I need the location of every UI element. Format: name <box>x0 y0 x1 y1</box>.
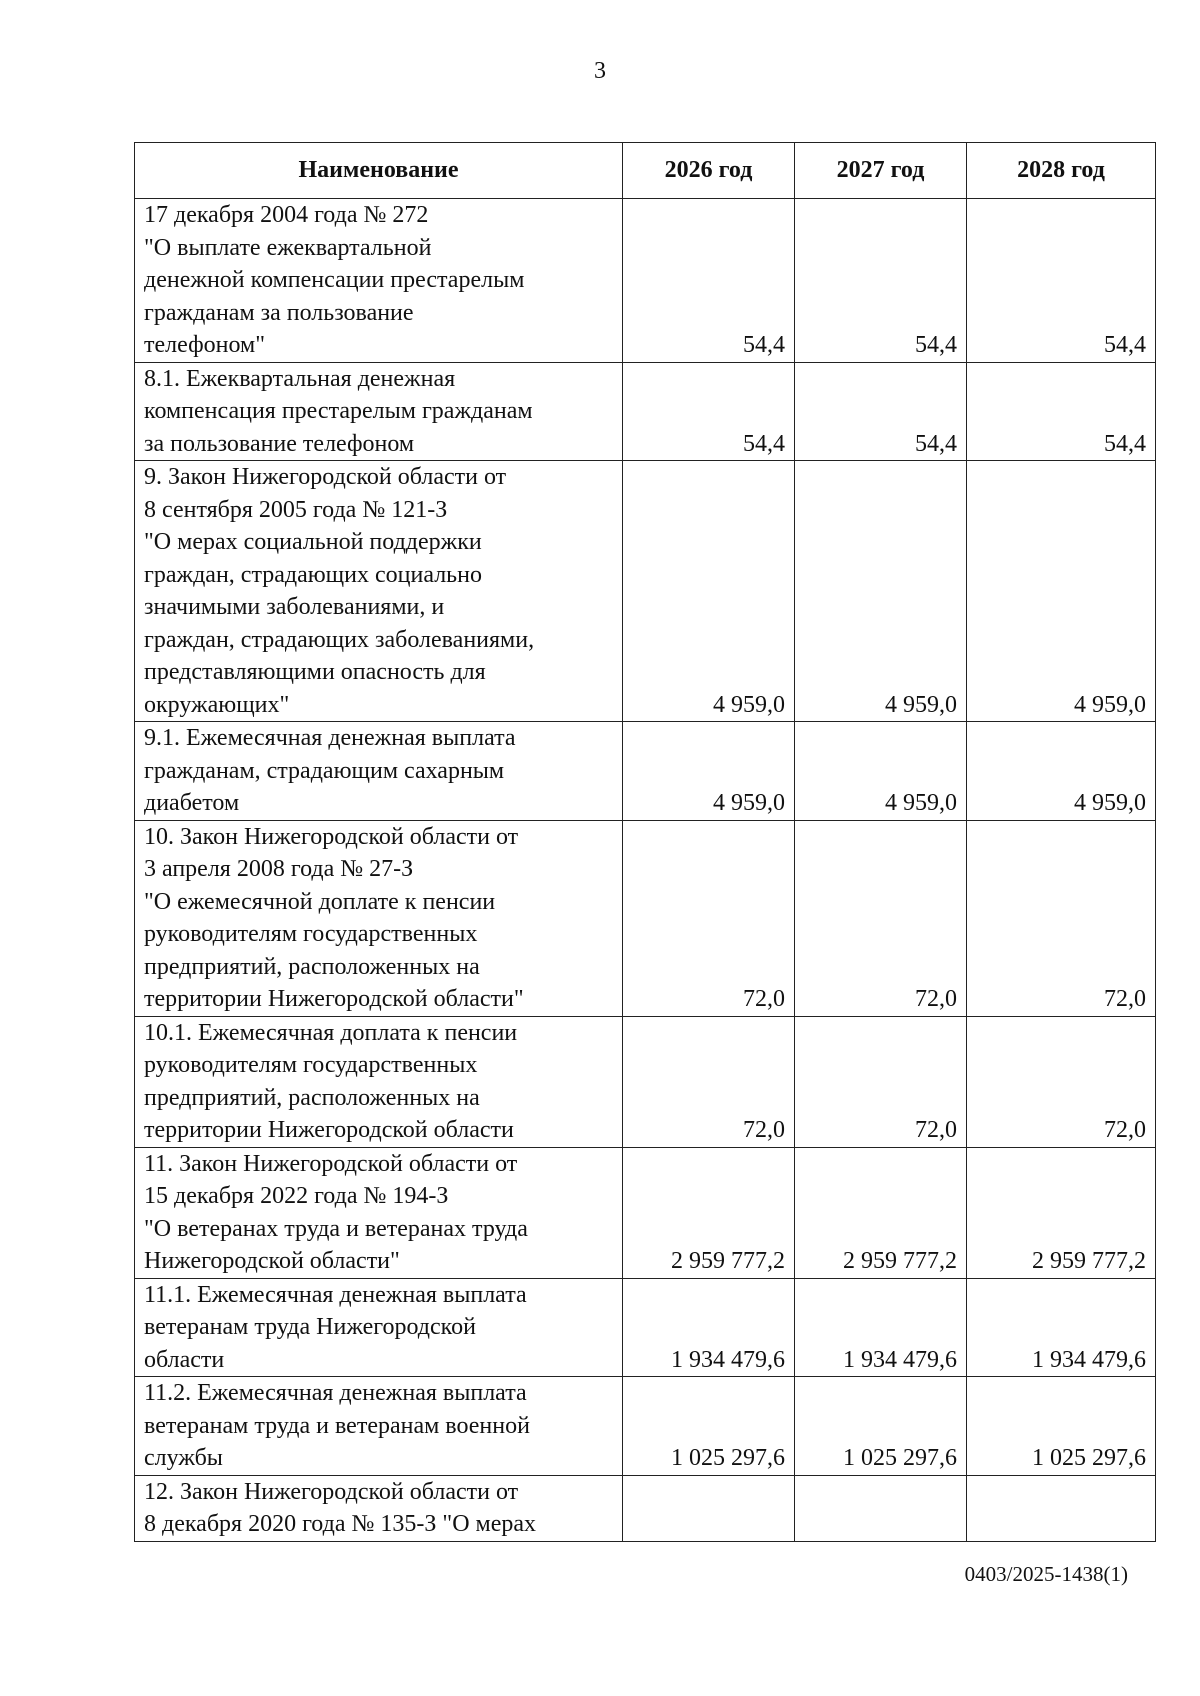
value-2028: 1 025 297,6 <box>967 1377 1156 1476</box>
value-2026: 54,4 <box>623 199 795 363</box>
value-2028: 4 959,0 <box>967 461 1156 722</box>
value-2028: 54,4 <box>967 199 1156 363</box>
table-row <box>135 1278 1156 1377</box>
row-name: 11.2. Ежемесячная денежная выплата ветеранам труда и ветеранам военной службы <box>135 1377 623 1476</box>
value-2026: 4 959,0 <box>623 722 795 821</box>
value-2027: 1 025 297,6 <box>795 1377 967 1476</box>
value-2027: 2 959 777,2 <box>795 1147 967 1278</box>
value-2027: 4 959,0 <box>795 461 967 722</box>
table-row <box>135 1377 1156 1476</box>
table-row <box>135 722 1156 821</box>
value-2026: 1 025 297,6 <box>623 1377 795 1476</box>
table-row <box>135 1475 1156 1541</box>
value-2027: 54,4 <box>795 199 967 363</box>
row-name: 17 декабря 2004 года № 272 "О выплате ежеквартальной денежной компенсации престарелым гражданам за пользование телефоном" <box>135 199 623 363</box>
row-name: 12. Закон Нижегородской области от 8 декабря 2020 года № 135-З "О мерах <box>135 1475 623 1541</box>
table-row <box>135 1016 1156 1147</box>
value-2026 <box>623 1475 795 1541</box>
header-name: Наименование <box>135 143 623 199</box>
value-2026: 4 959,0 <box>623 461 795 722</box>
value-2028: 72,0 <box>967 1016 1156 1147</box>
row-name: 9. Закон Нижегородской области от 8 сентября 2005 года № 121-З "О мерах социальной поддержки граждан, страдающих социально значимыми заболеваниями, и граждан, страдающих заболеваниями, представляющими опасность для окружающих" <box>135 461 623 722</box>
value-2026: 72,0 <box>623 820 795 1016</box>
row-name: 11.1. Ежемесячная денежная выплата ветеранам труда Нижегородской области <box>135 1278 623 1377</box>
table-row <box>135 199 1156 363</box>
table-row <box>135 1147 1156 1278</box>
value-2027: 72,0 <box>795 820 967 1016</box>
table-row <box>135 362 1156 461</box>
row-name: 11. Закон Нижегородской области от 15 декабря 2022 года № 194-З "О ветеранах труда и ветеранах труда Нижегородской области" <box>135 1147 623 1278</box>
table-header-row <box>135 143 1156 199</box>
page-number: 3 <box>594 58 606 84</box>
document-code: 0403/2025-1438(1) <box>964 1562 1128 1586</box>
value-2028: 1 934 479,6 <box>967 1278 1156 1377</box>
row-name: 10.1. Ежемесячная доплата к пенсии руководителям государственных предприятий, расположенных на территории Нижегородской области <box>135 1016 623 1147</box>
value-2028: 72,0 <box>967 820 1156 1016</box>
value-2027: 1 934 479,6 <box>795 1278 967 1377</box>
table-row <box>135 461 1156 722</box>
row-name: 10. Закон Нижегородской области от 3 апреля 2008 года № 27-З "О ежемесячной доплате к пенсии руководителям государственных предприятий, расположенных на территории Нижегородской области" <box>135 820 623 1016</box>
value-2027: 4 959,0 <box>795 722 967 821</box>
value-2026: 54,4 <box>623 362 795 461</box>
value-2027 <box>795 1475 967 1541</box>
value-2027: 54,4 <box>795 362 967 461</box>
row-name: 9.1. Ежемесячная денежная выплата гражданам, страдающим сахарным диабетом <box>135 722 623 821</box>
header-2026: 2026 год <box>623 143 795 199</box>
table-row <box>135 820 1156 1016</box>
value-2028: 2 959 777,2 <box>967 1147 1156 1278</box>
budget-table <box>134 142 1156 1542</box>
value-2026: 1 934 479,6 <box>623 1278 795 1377</box>
header-2028: 2028 год <box>967 143 1156 199</box>
value-2028 <box>967 1475 1156 1541</box>
value-2028: 4 959,0 <box>967 722 1156 821</box>
value-2026: 72,0 <box>623 1016 795 1147</box>
row-name: 8.1. Ежеквартальная денежная компенсация престарелым гражданам за пользование телефоном <box>135 362 623 461</box>
value-2028: 54,4 <box>967 362 1156 461</box>
value-2027: 72,0 <box>795 1016 967 1147</box>
value-2026: 2 959 777,2 <box>623 1147 795 1278</box>
header-2027: 2027 год <box>795 143 967 199</box>
